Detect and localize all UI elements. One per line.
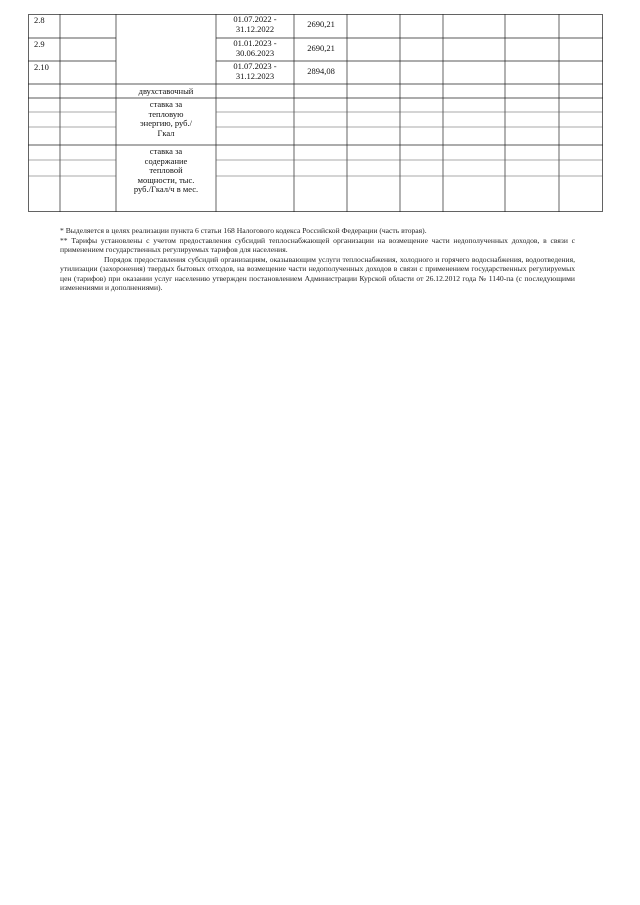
tariff-value-2-9: 2690,21	[307, 43, 335, 53]
period-2-8: 01.07.2022 - 31.12.2022	[233, 14, 277, 34]
tariff-table	[28, 14, 603, 212]
capacity-rate-label: ставка за содержание тепловой мощности, тыс. руб./Гкал/ч в мес.	[133, 146, 199, 194]
row-number-2-8: 2.8	[34, 15, 45, 25]
two-part-tariff-label: двухставочный	[138, 86, 194, 96]
footnote-subsidy: ** Тарифы установлены с учетом предоставления субсидий теплоснабжающей организации на возмещение части недополученных доходов, в связи с применением государственных регулируемых тарифов для населения.	[60, 235, 575, 254]
energy-rate-label: ставка за тепловую энергию, руб./Гкал	[140, 99, 192, 138]
period-2-10: 01.07.2023 - 31.12.2023	[233, 61, 277, 81]
row-number-2-9: 2.9	[34, 39, 45, 49]
footnotes	[60, 226, 575, 293]
subsidy-procedure-paragraph: Порядок предоставления субсидий организациям, оказывающим услуги теплоснабжения, холодного и горячего водоснабжения, водоотведения, утилизации (захоронения) твердых бытовых отходов, на возмещение части недополученных доходов в связи с применением государственных регулируемых цен (тарифов) при оказании услуг населению утвержден постановлением Администрации Курской области от 26.12.2012 года № 1140-па (с последующими изменениями и дополнениями).	[60, 254, 575, 292]
tariff-value-2-8: 2690,21	[307, 19, 335, 29]
tariff-value-2-10: 2894,08	[307, 66, 335, 76]
row-number-2-10: 2.10	[34, 62, 49, 72]
period-2-9: 01.01.2023 - 30.06.2023	[233, 38, 277, 58]
footnote-vat: * Выделяется в целях реализации пункта 6 статьи 168 Налогового кодекса Российской Федерации (часть вторая).	[60, 226, 427, 235]
